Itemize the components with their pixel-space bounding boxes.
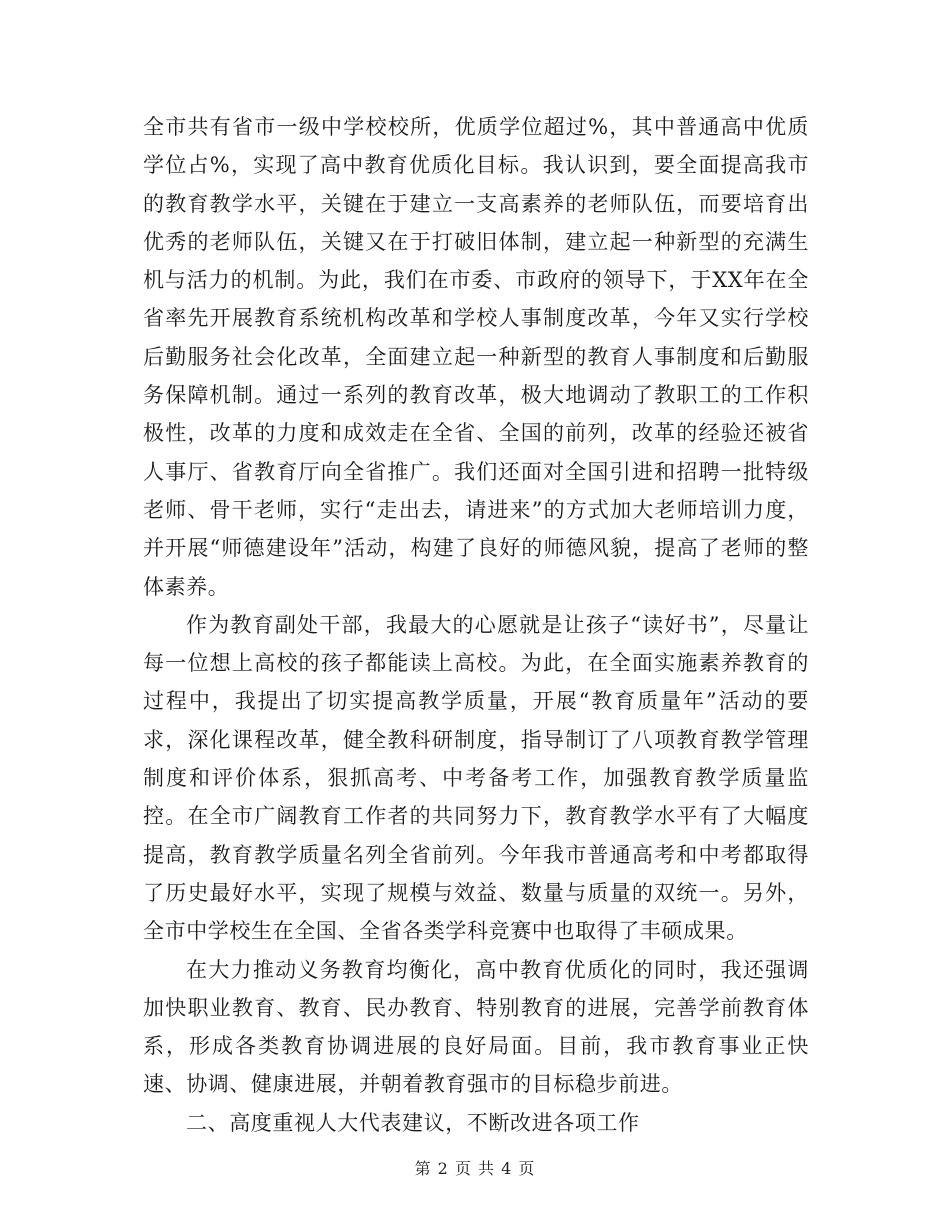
document-body <box>143 108 809 1142</box>
body-paragraph: 作为教育副处干部，我最大的心愿就是让孩子“读好书”，尽量让每一位想上高校的孩子都能读上高校。为此，在全面实施素养教育的过程中，我提出了切实提高教学质量，开展“教育质量年”活动的要求，深化课程改革，健全教科研制度，指导制订了八项教育教学管理制度和评价体系，狠抓高考、中考备考工作，加强教育教学质量监控。在全市广阔教育工作者的共同努力下，教育教学水平有了大幅度提高，教育教学质量名列全省前列。今年我市普通高考和中考都取得了历史最好水平，实现了规模与效益、数量与质量的双统一。另外，全市中学校生在全国、全省各类学科竞赛中也取得了丰硕成果。 <box>143 612 809 944</box>
body-paragraph: 在大力推动义务教育均衡化，高中教育优质化的同时，我还强调加快职业教育、教育、民办教育、特别教育的进展，完善学前教育体系，形成各类教育协调进展的良好局面。目前，我市教育事业正快速、协调、健康进展，并朝着教育强市的目标稳步前进。 <box>143 957 809 1097</box>
body-paragraph: 全市共有省市一级中学校校所，优质学位超过%，其中普通高中优质学位占%，实现了高中教育优质化目标。我认识到，要全面提高我市的教育教学水平，关键在于建立一支高素养的老师队伍，而要培育出优秀的老师队伍，关键又在于打破旧体制，建立起一种新型的充满生机与活力的机制。为此，我们在市委、市政府的领导下，于XX年在全省率先开展教育系统机构改革和学校人事制度改革，今年又实行学校后勤服务社会化改革，全面建立起一种新型的教育人事制度和后勤服务保障机制。通过一系列的教育改革，极大地调动了教职工的工作积极性，改革的力度和成效走在全省、全国的前列，改革的经验还被省人事厅、省教育厅向全省推广。我们还面对全国引进和招聘一批特级老师、骨干老师，实行“走出去，请进来”的方式加大老师培训力度，并开展“师德建设年”活动，构建了良好的师德风貌，提高了老师的整体素养。 <box>143 115 809 599</box>
section-heading: 二、高度重视人大代表建议，不断改进各项工作 <box>186 1110 640 1135</box>
page-number: 第 2 页 共 4 页 <box>414 1159 536 1178</box>
